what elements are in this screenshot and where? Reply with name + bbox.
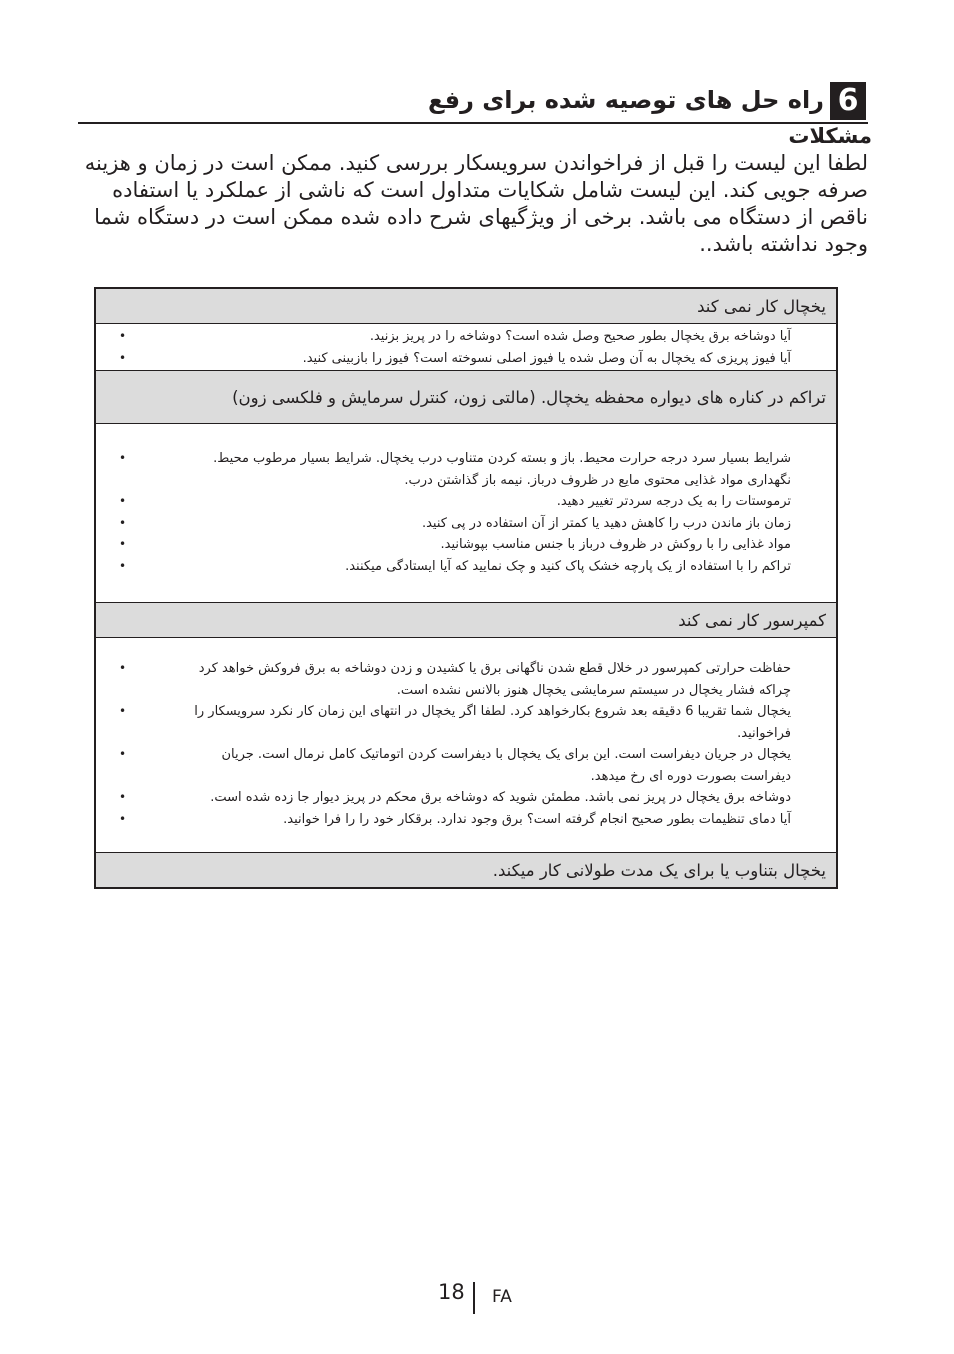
list-item: چراکه فشار یخچال در سیستم سرمایشی یخچال هنوز بالانس نشده است. (396, 682, 791, 698)
list-item: • آیا فیوز پریزی که یخچال به آن وصل شده یا فیوز اصلی نسوخته است؟ فیوز را بازبینی کنید. (131, 348, 791, 370)
section-header-row (95, 603, 837, 638)
intro-line: ناقص از دستگاه می باشد. برخی از ویژگیهای شرح داده شده ممکن است در دستگاه شما (94, 205, 868, 229)
list-item: • آیا دوشاخه برق یخچال بطور صحیح وصل شده است؟ دوشاخه را در پریز بزنید. (131, 326, 791, 348)
section-header-row (95, 288, 837, 324)
troubleshooting-table (94, 287, 838, 889)
chapter-subtitle: مشکلات (788, 124, 872, 148)
list-item: • یخچال شما تقریبا 6 دقیقه بعد شروع بکارخواهد کرد. لطفا اگر یخچال در انتهای این زمان کار نکرد سرویسکار را (131, 701, 791, 723)
section-body (95, 638, 837, 853)
chapter-header (78, 82, 868, 124)
list-item: • آیا دمای تنظیمات بطور صحیح انجام گرفته است؟ برق وجود ندارد. برقکار خود را را فرا خوانید. (131, 809, 791, 831)
list-item: نگهداری مواد غذایی محتوی مایع در ظروف درباز. نیمه باز گذاشتن درب. (404, 472, 791, 488)
section-title: تراکم در کناره های دیواره محفظه یخچال. (مالتی زون، کنترل سرمایش و فلکسی زون) (95, 371, 837, 424)
section-body (95, 324, 837, 371)
section-title: یخچال بتناوب یا برای یک مدت طولانی کار میکند. (95, 853, 837, 889)
intro-line: لطفا این لیست را قبل از فراخواندن سرویسکار بررسی کنید. ممکن است در زمان و هزینه (84, 151, 868, 175)
section-title: یخچال کار نمی کند (95, 288, 837, 324)
list-item: دیفراست بصورت دوره ای رخ میدهد. (590, 768, 791, 784)
list-item: • ترموستات را به یک درجه سردتر تغییر دهید. (131, 491, 791, 513)
list-item: • زمان باز ماندن درب را کاهش دهید یا کمتر از آن استفاده در پی کنید. (131, 513, 791, 535)
item-list (96, 638, 836, 830)
list-item: • یخچال در جریان دیفراست است. این برای یک یخچال با دیفراست کردن اتوماتیک کامل نرمال است. جریان (131, 744, 791, 766)
chapter-number-badge: 6 (830, 82, 866, 120)
section-body (95, 424, 837, 603)
language-code: FA (492, 1287, 512, 1307)
list-item: • حفاظت حرارتی کمپرسور در خلال قطع شدن ناگهانی برق یا کشیدن و زدن دوشاخه به برق فروکش خواهد کرد (131, 658, 791, 680)
item-list (96, 324, 836, 369)
chapter-title: راه حل های توصیه شده برای رفع (427, 86, 824, 114)
section-header-row (95, 371, 837, 424)
list-item: • مواد غذایی را با روکش در ظروف درباز با جنس مناسب بپوشانید. (131, 534, 791, 556)
intro-line: صرفه جویی کند. این لیست شامل شکایات متداول است که ناشی از عملکرد یا استفاده (112, 178, 868, 202)
list-item: • دوشاخه برق یخچال در پریز نمی باشد. مطمئن شوید که دوشاخه برق محکم در پریز دیوار جا زده شده است. (131, 787, 791, 809)
list-item: • شرایط بسیار سرد درجه حرارت محیط. باز و بسته کردن متناوب درب یخچال. شرایط بسیار مرطوب محیط. (131, 448, 791, 470)
intro-line: وجود نداشته باشد.. (699, 232, 868, 256)
section-header-row (95, 853, 837, 889)
list-item: فراخوانید. (737, 725, 791, 741)
item-list (96, 424, 836, 577)
list-item: • تراکم را با استفاده از یک پارچه خشک پاک کنید و چک نمایید که آیا ایستادگی میکنند. (131, 556, 791, 578)
intro-paragraph (80, 150, 868, 258)
section-title: کمپرسور کار نمی کند (95, 603, 837, 638)
page-number: 18 (438, 1280, 465, 1304)
footer-divider (473, 1282, 475, 1314)
